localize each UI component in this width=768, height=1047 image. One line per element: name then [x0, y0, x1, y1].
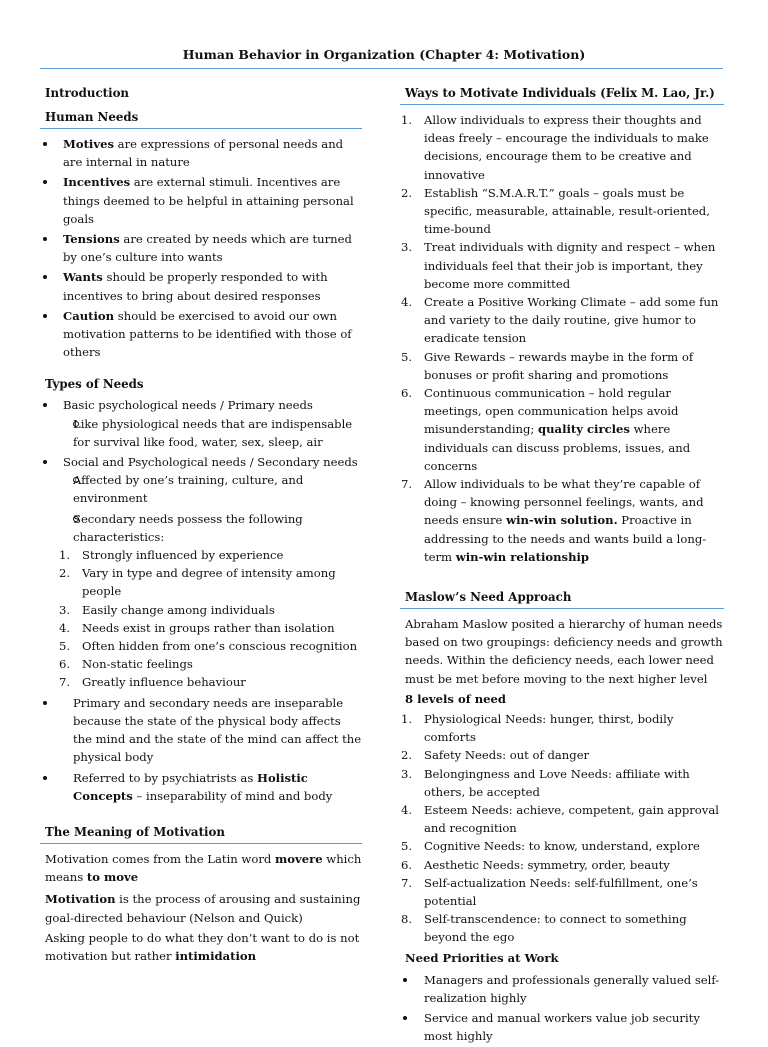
list-item — [40, 471, 362, 507]
list-item — [400, 111, 724, 184]
human-needs-heading: Human Needs — [40, 108, 362, 129]
list-item — [40, 694, 362, 767]
definition: are external stimuli. Incentives are things deemed to be helpful in attaining personal goals — [63, 175, 354, 226]
ways-list — [400, 111, 724, 566]
introduction-heading: Introduction — [45, 86, 130, 100]
secondary-needs-label: Social and Psychological needs / Secondary needs — [63, 455, 358, 470]
item-text: Proactive in addressing to the needs and wants build a long-term — [424, 513, 707, 564]
list-item — [400, 910, 724, 946]
ways-to-motivate-heading: Ways to Motivate Individuals (Felix M. Lao, Jr.) — [400, 84, 724, 105]
holistic-pre: Referred to by psychiatrists as — [73, 770, 257, 785]
item-number: 6. — [401, 857, 413, 872]
item-text: Safety Needs: out of danger — [424, 748, 590, 763]
item-number: 4. — [59, 620, 71, 635]
bold-text: quality circles — [538, 422, 630, 437]
item-text: Give Rewards – rewards maybe in the form of bonuses or profit sharing and promotions — [424, 349, 694, 382]
item-text: Create a Positive Working Climate – add some fun and variety to the daily routine, give humor to eradicate tension — [424, 295, 719, 346]
item-text: Allow individuals to be what they’re capable of doing – knowing personnel feelings, wants, and needs ensure — [424, 477, 704, 528]
item-number: 1. — [401, 711, 413, 726]
list-item — [400, 184, 724, 239]
item-text: Often hidden from one’s conscious recognition — [82, 639, 358, 654]
item-text: Esteem Needs: achieve, competent, gain approval and recognition — [424, 802, 719, 836]
right-column — [400, 84, 724, 1047]
text: Asking people to do what they don’t want to do is not motivation but rather — [45, 930, 360, 963]
bold-text: movere — [275, 851, 323, 866]
list-item — [400, 348, 724, 384]
item-number: 6. — [59, 657, 71, 672]
definition: are created by needs which are turned by one’s culture into wants — [63, 232, 352, 265]
bold-text: win-win solution. — [506, 513, 618, 528]
bold-text: to move — [86, 870, 139, 885]
definition: should be properly responded to with incentives to bring about desired responses — [63, 270, 328, 303]
list-item — [400, 874, 724, 910]
levels-list — [400, 710, 724, 947]
text: which means — [45, 851, 362, 885]
list-item — [400, 384, 724, 475]
list-item — [400, 971, 724, 1007]
item-text: Self-transcendence: to connect to something beyond the ego — [424, 912, 687, 945]
secondary-detail: Secondary needs possess the following characteristics: — [73, 511, 303, 544]
item-number: 7. — [401, 875, 413, 890]
left-column — [40, 84, 362, 965]
item-text: Allow individuals to express their thoughts and ideas freely – encourage the individuals to make decisions, encourage them to be creative and innovative — [424, 113, 709, 182]
list-item — [40, 769, 362, 805]
item-number: 3. — [401, 240, 413, 255]
item-text: Needs exist in groups rather than isolation — [82, 620, 335, 635]
text: is the process of arousing and sustaining goal-directed behaviour (Nelson and Quick) — [45, 892, 361, 925]
list-item — [400, 710, 724, 746]
item-number: 6. — [401, 386, 413, 401]
item-text: Service and manual workers value job security most highly — [424, 1010, 700, 1044]
item-text: Strongly influenced by experience — [82, 548, 284, 563]
item-number: 4. — [401, 802, 413, 817]
item-text: Self-actualization Needs: self-fulfillment, one’s potential — [424, 875, 698, 908]
item-number: 7. — [401, 477, 413, 492]
list-item — [58, 673, 362, 691]
item-text: Aesthetic Needs: symmetry, order, beauty — [424, 857, 670, 872]
definition: should be exercised to avoid our own motivation patterns to be identified with those of others — [63, 308, 352, 360]
bold-text: Motivation — [45, 892, 116, 907]
list-item — [40, 268, 362, 304]
list-item — [400, 765, 724, 801]
list-item — [40, 230, 362, 266]
list-item — [40, 415, 362, 451]
list-item — [400, 837, 724, 855]
human-needs-list — [40, 135, 362, 361]
item-number: 3. — [59, 602, 71, 617]
maslow-heading: Maslow’s Need Approach — [400, 588, 724, 609]
motivation-definition — [40, 890, 362, 926]
secondary-detail: Affected by one’s training, culture, and environment — [73, 473, 304, 506]
maslow-paragraph: Abraham Maslow posited a hierarchy of human needs based on two groupings: deficiency needs and growth needs. Within the deficiency needs, each lower need must be met before moving to the next higher level — [405, 617, 723, 686]
list-item — [400, 293, 724, 348]
types-of-needs-heading: Types of Needs — [45, 377, 144, 392]
primary-needs-sublist — [40, 415, 362, 451]
list-item — [40, 510, 362, 546]
item-number: 7. — [59, 675, 71, 690]
secondary-needs-list — [40, 453, 362, 471]
item-text: Greatly influence behaviour — [82, 675, 246, 690]
list-item — [40, 307, 362, 362]
holistic-post: – inseparability of mind and body — [132, 788, 333, 803]
list-item — [58, 619, 362, 637]
holistic-term: Holistic Concepts — [73, 770, 308, 803]
meaning-paragraph — [40, 850, 362, 886]
list-item — [40, 173, 362, 228]
list-item — [58, 601, 362, 619]
list-item — [58, 655, 362, 673]
item-number: 8. — [401, 912, 413, 927]
bold-text: win-win relationship — [455, 549, 590, 564]
item-text: Vary in type and degree of intensity among people — [82, 566, 336, 599]
page-title: Human Behavior in Organization (Chapter 4: Motivation) — [182, 47, 586, 62]
list-item — [40, 135, 362, 171]
meaning-of-motivation-heading: The Meaning of Motivation — [40, 823, 362, 844]
item-text: Non-static feelings — [82, 657, 193, 672]
list-item — [58, 564, 362, 600]
characteristics-list — [58, 546, 362, 692]
list-item — [400, 746, 724, 764]
item-text: where individuals can discuss problems, issues, and concerns — [424, 422, 691, 473]
item-text: Managers and professionals generally valued self-realization highly — [424, 972, 720, 1005]
item-text: Belongingness and Love Needs: affiliate with others, be accepted — [424, 766, 690, 799]
list-item — [400, 238, 724, 293]
item-number: 5. — [59, 639, 71, 654]
priorities-list — [400, 971, 724, 1046]
list-item — [400, 801, 724, 837]
term: Motives — [63, 137, 114, 151]
item-text: Easily change among individuals — [82, 602, 275, 617]
list-item — [40, 396, 362, 414]
item-number: 5. — [401, 839, 413, 854]
definition: are expressions of personal needs and are internal in nature — [63, 137, 344, 170]
list-item — [400, 1009, 724, 1045]
item-number: 2. — [59, 566, 71, 581]
term: Wants — [63, 270, 103, 285]
inseparable-text: Primary and secondary needs are inseparable because the state of the physical body affects the mind and the state of the mind can affect the physical body — [73, 695, 362, 765]
types-of-needs-list — [40, 396, 362, 414]
need-priorities-heading: Need Priorities at Work — [405, 950, 559, 965]
item-number: 1. — [401, 113, 413, 127]
term: Tensions — [63, 232, 120, 247]
secondary-needs-sublist — [40, 471, 362, 546]
list-item — [400, 856, 724, 874]
list-item — [400, 475, 724, 566]
bold-text: intimidation — [175, 948, 257, 963]
item-number: 3. — [401, 766, 413, 781]
term: Caution — [63, 308, 115, 323]
term: Incentives — [63, 175, 131, 190]
text: Motivation comes from the Latin word — [45, 851, 275, 866]
item-number: 1. — [59, 548, 71, 563]
holistic-list — [40, 694, 362, 805]
list-item — [58, 546, 362, 564]
title-divider — [40, 68, 723, 69]
list-item — [58, 637, 362, 655]
list-item — [40, 453, 362, 471]
item-number: 5. — [401, 349, 413, 364]
levels-of-need-heading: 8 levels of need — [405, 691, 507, 706]
item-text: Treat individuals with dignity and respect – when individuals feel that their job is important, they become more committed — [424, 240, 716, 291]
primary-needs-label: Basic psychological needs / Primary needs — [63, 398, 313, 413]
item-number: 2. — [401, 748, 413, 763]
primary-needs-detail: Like physiological needs that are indispensable for survival like food, water, sex, sleep, air — [73, 416, 353, 449]
item-text: Cognitive Needs: to know, understand, explore — [424, 839, 700, 854]
intimidation-paragraph — [40, 929, 362, 965]
item-text: Continuous communication – hold regular meetings, open communication helps avoid misunderstanding; — [424, 386, 679, 437]
item-text: Establish “S.M.A.R.T.” goals – goals must be specific, measurable, attainable, result-oriented, time-bound — [424, 185, 710, 237]
item-number: 2. — [401, 185, 413, 200]
item-number: 4. — [401, 295, 413, 310]
item-text: Physiological Needs: hunger, thirst, bodily comforts — [424, 711, 674, 745]
